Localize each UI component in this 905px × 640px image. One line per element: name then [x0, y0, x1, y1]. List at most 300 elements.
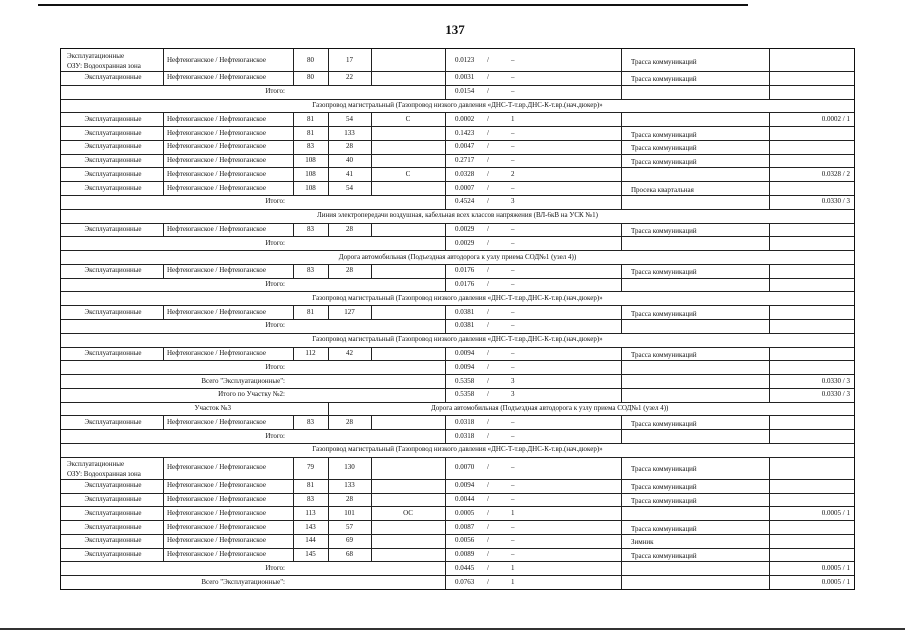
area-value: 0.5358 [455, 376, 475, 385]
cell-border [328, 402, 329, 416]
quarter-number: 79 [307, 463, 314, 472]
area-separator: / [487, 376, 489, 385]
cell-border [769, 195, 770, 209]
forestry-name: Нефтеюганское / Нефтеюганское [167, 142, 266, 151]
cell-border [621, 388, 622, 402]
area-value: 0.0094 [455, 348, 475, 357]
area-separator: / [487, 348, 489, 357]
cell-border [445, 278, 446, 292]
area-value: 0.5358 [455, 390, 475, 399]
area-value: 0.0154 [455, 87, 475, 96]
quarter-number: 144 [305, 536, 316, 545]
cell-border [371, 415, 372, 429]
row-border [61, 520, 854, 521]
cell-border [163, 49, 164, 71]
area-separator: / [487, 156, 489, 165]
forestry-name: Нефтеюганское / Нефтеюганское [167, 481, 266, 490]
allotment-number: 57 [346, 522, 353, 531]
area-value: 0.0089 [455, 550, 475, 559]
area-second-value: 3 [511, 197, 515, 206]
area-separator: / [487, 183, 489, 192]
row-border [61, 319, 854, 320]
area-second-value: – [511, 280, 515, 289]
cell-border [371, 457, 372, 479]
cell-border [445, 236, 446, 250]
usage-purpose: Зимник [631, 538, 654, 547]
cell-border [621, 278, 622, 292]
cell-border [445, 534, 446, 548]
area-separator: / [487, 224, 489, 233]
cell-border [163, 112, 164, 126]
usage-purpose: Трасса коммуникаций [631, 419, 697, 428]
cell-border [163, 479, 164, 493]
area-separator: / [487, 280, 489, 289]
cell-border [769, 429, 770, 443]
area-second-value: – [511, 266, 515, 275]
area-value: 0.0007 [455, 183, 475, 192]
cell-border [769, 167, 770, 181]
quarter-number: 81 [307, 128, 314, 137]
cell-border [769, 305, 770, 319]
forestry-name: Нефтеюганское / Нефтеюганское [167, 224, 266, 233]
cell-border [769, 236, 770, 250]
extra-value: 0.0002 / 1 [821, 114, 850, 123]
cell-border [445, 520, 446, 534]
cell-border [769, 154, 770, 168]
allotment-number: 133 [344, 481, 355, 490]
quarter-number: 80 [307, 73, 314, 82]
cell-border [769, 479, 770, 493]
allotment-number: 101 [344, 508, 355, 517]
allotment-number: 28 [346, 142, 353, 151]
land-category: Эксплуатационные [84, 536, 142, 545]
area-separator: / [487, 431, 489, 440]
cell-border [621, 112, 622, 126]
cell-border [769, 374, 770, 388]
cell-border [371, 223, 372, 237]
row-border [61, 167, 854, 168]
area-value: 0.0123 [455, 55, 475, 64]
cell-border [769, 575, 770, 589]
cell-border [769, 85, 770, 99]
cell-border [445, 49, 446, 71]
area-value: 0.0029 [455, 238, 475, 247]
area-second-value: – [511, 417, 515, 426]
forestry-name: Нефтеюганское / Нефтеюганское [167, 128, 266, 137]
cell-border [445, 415, 446, 429]
cell-border [769, 506, 770, 520]
quarter-number: 108 [305, 169, 316, 178]
cell-border [371, 548, 372, 562]
cell-border [371, 154, 372, 168]
cell-border [445, 457, 446, 479]
land-category: Эксплуатационные [84, 417, 142, 426]
cell-border [445, 429, 446, 443]
forestry-name: Нефтеюганское / Нефтеюганское [167, 266, 266, 275]
cell-border [163, 154, 164, 168]
row-border [61, 333, 854, 334]
row-border [61, 443, 854, 444]
cell-border [163, 264, 164, 278]
area-second-value: – [511, 522, 515, 531]
cell-border [621, 534, 622, 548]
area-second-value: – [511, 156, 515, 165]
row-border [61, 250, 854, 251]
area-value: 0.0070 [455, 463, 475, 472]
forestry-name: Нефтеюганское / Нефтеюганское [167, 536, 266, 545]
land-category: Эксплуатационные [84, 348, 142, 357]
extra-value: 0.0005 / 1 [821, 577, 850, 586]
extra-value: 0.0330 / 3 [821, 197, 850, 206]
quarter-number: 112 [305, 348, 316, 357]
area-second-value: – [511, 550, 515, 559]
area-value: 0.0047 [455, 142, 475, 151]
forestry-name: Нефтеюганское / Нефтеюганское [167, 463, 266, 472]
row-border [61, 374, 854, 375]
allotment-number: 127 [344, 307, 355, 316]
total-label: Итого по Участку №2: [218, 390, 285, 399]
area-second-value: – [511, 183, 515, 192]
bottom-rule [0, 628, 905, 630]
quarter-number: 108 [305, 156, 316, 165]
forestry-name: Нефтеюганское / Нефтеюганское [167, 156, 266, 165]
cell-border [621, 85, 622, 99]
usage-purpose: Трасса коммуникаций [631, 130, 697, 139]
quarter-number: 113 [305, 508, 316, 517]
forestry-name: Нефтеюганское / Нефтеюганское [167, 114, 266, 123]
area-second-value: – [511, 55, 515, 64]
land-category: Эксплуатационные [84, 128, 142, 137]
allotment-number: 17 [346, 55, 353, 64]
extra-value: 0.0330 / 3 [821, 376, 850, 385]
allotment-number: 42 [346, 348, 353, 357]
land-category: Эксплуатационные [67, 459, 125, 468]
cell-border [445, 264, 446, 278]
quarter-number: 81 [307, 114, 314, 123]
land-category: Эксплуатационные [67, 52, 125, 60]
cell-border [769, 415, 770, 429]
cell-border [621, 305, 622, 319]
extra-value: 0.0005 / 1 [821, 563, 850, 572]
usage-purpose: Трасса коммуникаций [631, 144, 697, 153]
row-border [61, 278, 854, 279]
row-border [61, 360, 854, 361]
cell-border [371, 479, 372, 493]
cell-border [371, 181, 372, 195]
quarter-number: 83 [307, 417, 314, 426]
page-number: 137 [445, 22, 465, 37]
usage-purpose: Трасса коммуникаций [631, 309, 697, 318]
cell-border [445, 167, 446, 181]
cell-border [621, 319, 622, 333]
forestry-name: Нефтеюганское / Нефтеюганское [167, 169, 266, 178]
allotment-number: 54 [346, 114, 353, 123]
total-label: Итого: [265, 280, 285, 289]
object-header: Дорога автомобильная (Подъездная автодорога к узлу приема СОД№1 (узел 4)) [338, 252, 577, 261]
allotment-number: 69 [346, 536, 353, 545]
row-border [61, 264, 854, 265]
land-category: Эксплуатационные [84, 169, 142, 178]
allotment-number: 28 [346, 417, 353, 426]
area-second-value: – [511, 431, 515, 440]
quarter-number: 145 [305, 550, 316, 559]
row-border [61, 223, 854, 224]
cell-border [769, 534, 770, 548]
area-value: 0.0318 [455, 431, 475, 440]
cell-border [621, 167, 622, 181]
usage-purpose: Трасса коммуникаций [631, 158, 697, 167]
allotment-number: 68 [346, 550, 353, 559]
cell-border [163, 493, 164, 507]
row-border [61, 236, 854, 237]
total-label: Всего "Эксплуатационные": [201, 376, 285, 385]
area-separator: / [487, 169, 489, 178]
area-second-value: – [511, 494, 515, 503]
cell-border [445, 561, 446, 575]
cell-border [769, 319, 770, 333]
row-border [61, 347, 854, 348]
allotment-number: 133 [344, 128, 355, 137]
area-separator: / [487, 536, 489, 545]
area-second-value: 3 [511, 376, 515, 385]
cell-border [769, 561, 770, 575]
allotment-number: 28 [346, 494, 353, 503]
forestry-name: Нефтеюганское / Нефтеюганское [167, 55, 266, 64]
area-value: 0.0044 [455, 494, 475, 503]
area-second-value: 2 [511, 169, 515, 178]
row-border [61, 305, 854, 306]
forestry-name: Нефтеюганское / Нефтеюганское [167, 508, 266, 517]
object-header: Газопровод магистральный (Газопровод низкого давления «ДНС-Т-т.вр.ДНС-К-т.вр.(нач.дюкер)» [312, 445, 603, 454]
cell-border [769, 223, 770, 237]
cell-border [445, 223, 446, 237]
extra-value: 0.0005 / 1 [821, 508, 850, 517]
usage-purpose: Трасса коммуникаций [631, 268, 697, 277]
land-category: Эксплуатационные [84, 114, 142, 123]
row-border [61, 575, 854, 576]
cell-border [163, 167, 164, 181]
usage-purpose: Трасса коммуникаций [631, 75, 697, 84]
row-border [61, 85, 854, 86]
quarter-number: 83 [307, 224, 314, 233]
section-label: Участок №3 [194, 404, 231, 413]
cell-border [445, 195, 446, 209]
cell-border [163, 520, 164, 534]
area-value: 0.0029 [455, 224, 475, 233]
cell-border [371, 493, 372, 507]
cell-border [445, 575, 446, 589]
area-value: 0.0176 [455, 266, 475, 275]
area-separator: / [487, 87, 489, 96]
area-value: 0.1423 [455, 128, 475, 137]
quarter-number: 83 [307, 494, 314, 503]
row-border [61, 195, 854, 196]
area-second-value: 1 [511, 114, 515, 123]
area-second-value: – [511, 128, 515, 137]
cell-border [445, 112, 446, 126]
row-border [61, 154, 854, 155]
cell-border [769, 548, 770, 562]
cell-border [445, 154, 446, 168]
row-border [61, 291, 854, 292]
allotment-number: 28 [346, 266, 353, 275]
object-header: Газопровод магистральный (Газопровод низкого давления «ДНС-Т-т.вр.ДНС-К-т.вр.(нач.дюкер)» [312, 293, 603, 302]
usage-purpose: Трасса коммуникаций [631, 483, 697, 492]
row-border [61, 548, 854, 549]
cell-border [769, 49, 770, 71]
area-second-value: – [511, 142, 515, 151]
row-border [61, 493, 854, 494]
allotment-number: 130 [344, 463, 355, 472]
row-border [61, 415, 854, 416]
usage-purpose: Просека квартальная [631, 185, 694, 194]
cell-border [621, 195, 622, 209]
forestry-name: Нефтеюганское / Нефтеюганское [167, 522, 266, 531]
land-category: Эксплуатационные [84, 508, 142, 517]
row-border [61, 209, 854, 210]
cell-border [769, 71, 770, 85]
area-value: 0.0328 [455, 169, 475, 178]
total-label: Итого: [265, 197, 285, 206]
area-second-value: 1 [511, 508, 515, 517]
row-border [61, 99, 854, 100]
area-separator: / [487, 128, 489, 137]
area-separator: / [487, 142, 489, 151]
area-separator: / [487, 508, 489, 517]
cell-border [371, 264, 372, 278]
total-label: Итого: [265, 238, 285, 247]
cell-border [621, 561, 622, 575]
quarter-number: 143 [305, 522, 316, 531]
cell-border [445, 548, 446, 562]
land-category: ОЗУ: Водоохранная зона [67, 469, 141, 478]
cell-border [769, 181, 770, 195]
cell-border [769, 347, 770, 361]
protection-class: ОС [403, 508, 413, 517]
cell-border [371, 71, 372, 85]
cell-border [621, 181, 622, 195]
area-value: 0.0031 [455, 73, 475, 82]
quarter-number: 81 [307, 307, 314, 316]
area-value: 0.4524 [455, 197, 475, 206]
land-category: ОЗУ: Водоохранная зона [67, 62, 141, 70]
cell-border [445, 126, 446, 140]
allotment-number: 40 [346, 156, 353, 165]
cell-border [445, 71, 446, 85]
area-separator: / [487, 494, 489, 503]
cell-border [445, 85, 446, 99]
area-second-value: – [511, 348, 515, 357]
usage-purpose: Трасса коммуникаций [631, 350, 697, 359]
area-separator: / [487, 238, 489, 247]
area-second-value: – [511, 73, 515, 82]
cell-border [769, 457, 770, 479]
area-separator: / [487, 463, 489, 472]
cell-border [445, 493, 446, 507]
allotment-number: 54 [346, 183, 353, 192]
cell-border [163, 181, 164, 195]
area-second-value: – [511, 238, 515, 247]
area-value: 0.0087 [455, 522, 475, 531]
area-separator: / [487, 307, 489, 316]
total-label: Итого: [265, 431, 285, 440]
usage-purpose: Трасса коммуникаций [631, 226, 697, 235]
area-separator: / [487, 481, 489, 490]
extra-value: 0.0328 / 2 [821, 169, 850, 178]
cell-border [163, 305, 164, 319]
land-category: Эксплуатационные [84, 481, 142, 490]
cell-border [621, 49, 622, 71]
cell-border [371, 305, 372, 319]
row-border [61, 561, 854, 562]
cell-border [163, 223, 164, 237]
cell-border [445, 181, 446, 195]
land-category: Эксплуатационные [84, 307, 142, 316]
cell-border [445, 374, 446, 388]
cell-border [371, 534, 372, 548]
cell-border [621, 223, 622, 237]
protection-class: С [405, 114, 411, 123]
area-second-value: – [511, 463, 515, 472]
area-second-value: – [511, 481, 515, 490]
protection-class: С [405, 169, 411, 178]
row-border [61, 506, 854, 507]
usage-purpose: Трасса коммуникаций [631, 524, 697, 533]
total-label: Итого: [265, 362, 285, 371]
cell-border [621, 126, 622, 140]
forestry-name: Нефтеюганское / Нефтеюганское [167, 307, 266, 316]
row-border [61, 71, 854, 72]
area-second-value: – [511, 362, 515, 371]
cell-border [371, 126, 372, 140]
row-border [61, 140, 854, 141]
cell-border [621, 575, 622, 589]
area-value: 0.0094 [455, 481, 475, 490]
usage-purpose: Трасса коммуникаций [631, 57, 697, 66]
area-separator: / [487, 417, 489, 426]
cell-border [163, 71, 164, 85]
usage-purpose: Трасса коммуникаций [631, 552, 697, 561]
area-value: 0.0176 [455, 280, 475, 289]
area-value: 0.0381 [455, 321, 475, 330]
area-value: 0.0445 [455, 563, 475, 572]
area-value: 0.0381 [455, 307, 475, 316]
cell-border [445, 479, 446, 493]
row-border [61, 112, 854, 113]
cell-border [621, 520, 622, 534]
quarter-number: 83 [307, 266, 314, 275]
total-label: Всего "Эксплуатационные": [201, 577, 285, 586]
object-header: Линия электропередачи воздушная, кабельная всех классов напряжения (ВЛ-6кВ на УСК №1) [317, 211, 598, 220]
row-border [61, 388, 854, 389]
area-second-value: 3 [511, 390, 515, 399]
quarter-number: 83 [307, 142, 314, 151]
cell-border [621, 236, 622, 250]
cell-border [621, 347, 622, 361]
total-label: Итого: [265, 563, 285, 572]
land-category: Эксплуатационные [84, 494, 142, 503]
area-separator: / [487, 266, 489, 275]
row-border [61, 479, 854, 480]
cell-border [163, 506, 164, 520]
area-second-value: 1 [511, 577, 515, 586]
row-border [61, 534, 854, 535]
area-value: 0.0318 [455, 417, 475, 426]
area-separator: / [487, 73, 489, 82]
area-second-value: – [511, 307, 515, 316]
extra-value: 0.0330 / 3 [821, 390, 850, 399]
cell-border [371, 49, 372, 71]
